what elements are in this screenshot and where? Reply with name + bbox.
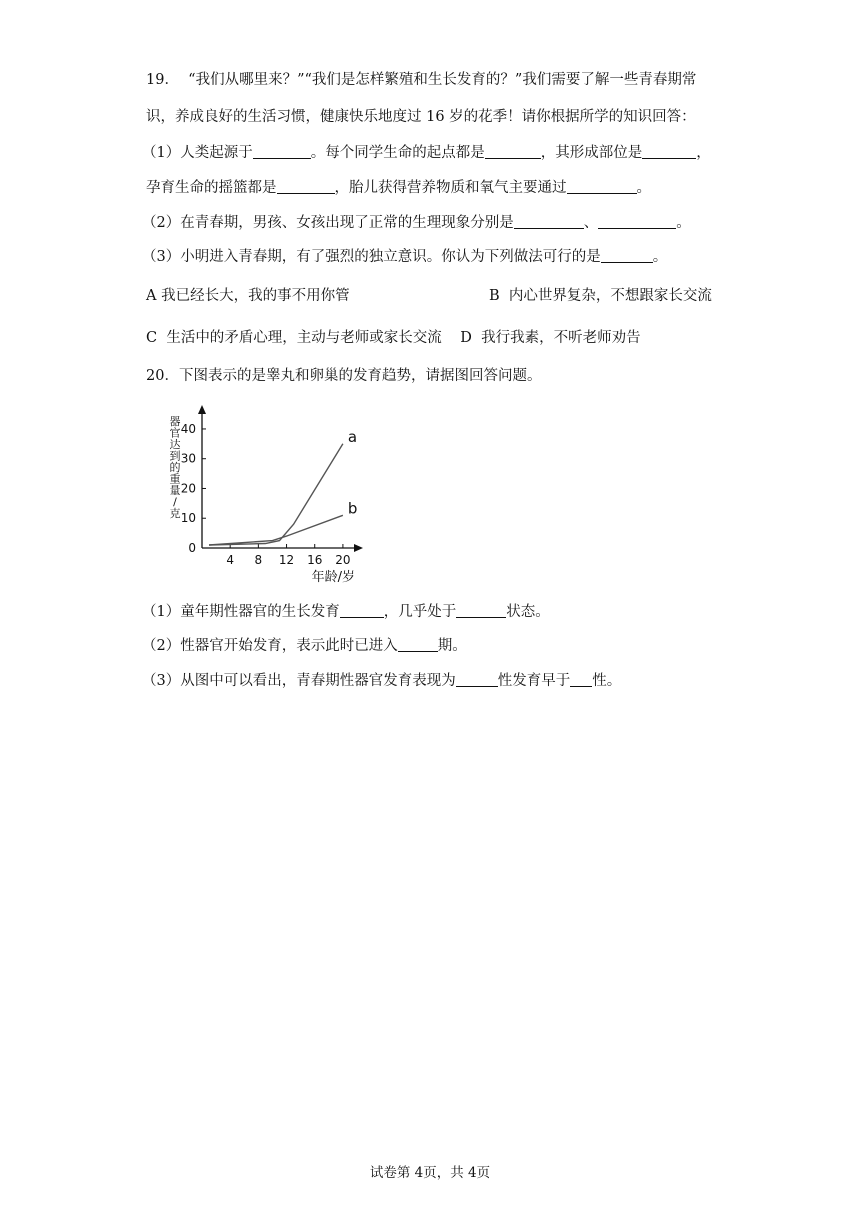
answer-blank[interactable] [456,671,498,687]
y-axis-label-char: 的 [169,461,181,474]
answer-blank[interactable] [485,143,541,159]
q19-part-2: （2）在青春期，男孩、女孩出现了正常的生理现象分别是 、 。 [142,215,691,231]
x-axis-label: 年龄/岁 [311,570,355,585]
y-tick-label: 30 [180,451,196,466]
y-axis-arrow [198,405,206,414]
x-tick-label: 8 [254,553,263,567]
y-axis-label-char: 器 [169,415,181,428]
q19-stem-line-1: 19． “我们从哪里来？”“我们是怎样繁殖和生长发育的？”我们需要了解一些青春期常 [146,72,697,88]
q20-part-2: （2）性器官开始发育，表示此时已进入 期。 [142,638,467,654]
y-tick-label: 10 [180,511,196,526]
y-axis-label-char: 到 [169,449,181,463]
x-tick-label: 12 [278,553,295,567]
answer-blank[interactable] [340,602,384,618]
q20-part-3: （3）从图中可以看出，青春期性器官发育表现为 性发育早于 性。 [142,673,622,689]
answer-blank[interactable] [277,178,335,194]
q20-part-1: （1）童年期性器官的生长发育 ，几乎处于 状态。 [142,604,550,620]
y-axis-label-char: 克 [169,507,181,520]
answer-blank[interactable] [253,143,311,159]
q19-option-c-d: C 生活中的矛盾心理，主动与老师或家长交流 D 我行我素，不听老师劝告 [146,330,641,346]
y-axis-label-char: 达 [169,438,181,451]
answer-blank[interactable] [398,636,438,652]
x-tick-label: 4 [226,553,235,567]
y-axis-label-char: 官 [169,426,181,440]
x-axis-arrow [354,544,363,552]
q19-part-3: （3）小明进入青春期，有了强烈的独立意识。你认为下列做法可行的是 。 [142,249,668,265]
answer-blank[interactable] [570,671,592,687]
q19-part-1-line-2: 孕育生命的摇篮都是 ，胎儿获得营养物质和氧气主要通过 。 [146,180,651,196]
answer-blank[interactable] [456,602,506,618]
x-tick-label: 16 [307,553,323,567]
answer-blank[interactable] [642,143,696,159]
y-axis-label-char: / [173,495,177,509]
q20-stem: 20．下图表示的是睾丸和卵巢的发育趋势，请据图回答问题。 [146,368,542,384]
series-line-a [209,444,343,545]
q19-part-1-line-1: （1）人类起源于 。每个同学生命的起点都是 ，其形成部位是 ， [142,145,711,161]
series-label-a: a [347,427,358,446]
q19-option-b: B 内心世界复杂，不想跟家长交流 [489,288,712,304]
series-line-b [209,515,343,545]
page-footer: 试卷第 4页，共 4页 [369,1165,491,1181]
answer-blank[interactable] [601,247,653,263]
y-tick-label: 20 [180,481,196,496]
y-tick-label: 0 [188,541,196,555]
answer-blank[interactable] [567,178,637,194]
y-axis-label-char: 量 [169,484,181,497]
organ-development-chart [168,405,368,587]
y-axis-label-char: 重 [169,472,181,486]
q19-option-a: A 我已经长大，我的事不用你管 [146,288,350,304]
y-tick-label: 40 [180,421,196,436]
answer-blank[interactable] [598,213,676,229]
y-axis-label [170,415,181,520]
x-tick-label: 20 [335,553,351,567]
series-label-b: b [347,499,358,518]
q19-stem-line-2: 识，养成良好的生活习惯，健康快乐地度过 16 岁的花季！请你根据所学的知识回答： [146,109,696,125]
answer-blank[interactable] [514,213,584,229]
